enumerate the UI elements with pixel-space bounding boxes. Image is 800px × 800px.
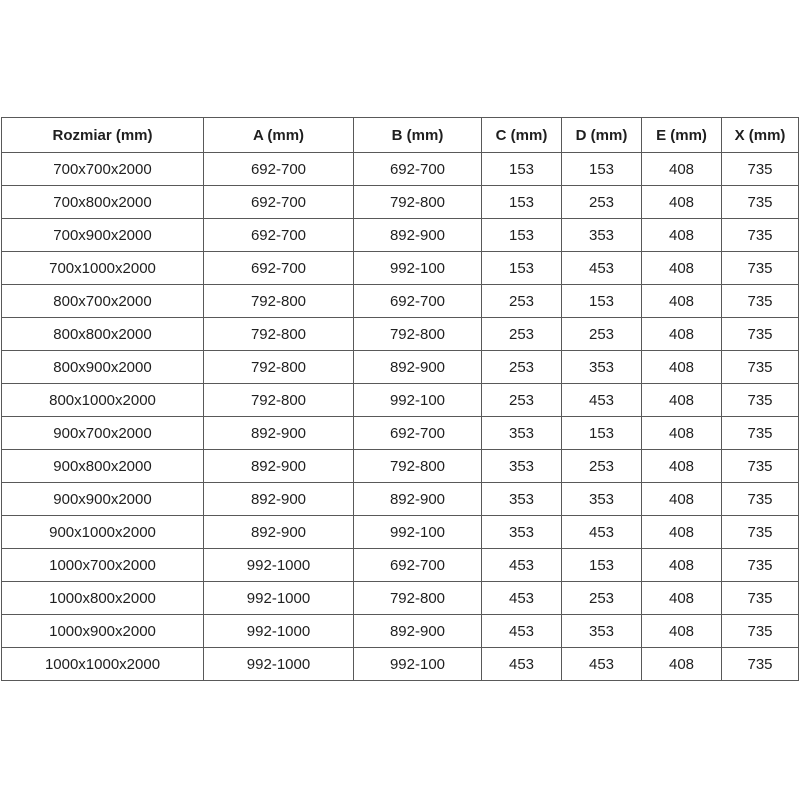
table-row (2, 615, 799, 648)
table-cell: 408 (642, 153, 722, 186)
table-cell: 408 (642, 384, 722, 417)
table-cell: 992-100 (354, 252, 482, 285)
table-cell: 992-1000 (204, 582, 354, 615)
table-cell: 453 (562, 516, 642, 549)
table-cell: 408 (642, 549, 722, 582)
table-row (2, 483, 799, 516)
table-cell: 992-100 (354, 648, 482, 681)
table-cell: 735 (722, 153, 799, 186)
table-cell: 453 (482, 648, 562, 681)
table-cell: 153 (562, 285, 642, 318)
table-cell: 408 (642, 252, 722, 285)
table-body (2, 153, 799, 681)
table-cell: 253 (482, 384, 562, 417)
table-cell: 900x800x2000 (2, 450, 204, 483)
table-cell: 792-800 (354, 318, 482, 351)
table-cell: 900x900x2000 (2, 483, 204, 516)
table-cell: 353 (562, 351, 642, 384)
table-cell: 735 (722, 450, 799, 483)
table-cell: 735 (722, 549, 799, 582)
table-cell: 800x800x2000 (2, 318, 204, 351)
table-cell: 253 (562, 450, 642, 483)
table-cell: 353 (482, 483, 562, 516)
table-row (2, 384, 799, 417)
table-cell: 453 (562, 384, 642, 417)
table-cell: 353 (562, 483, 642, 516)
table-cell: 900x1000x2000 (2, 516, 204, 549)
table-cell: 792-800 (204, 384, 354, 417)
table-row (2, 285, 799, 318)
table-cell: 735 (722, 186, 799, 219)
table-cell: 735 (722, 582, 799, 615)
table-cell: 692-700 (354, 417, 482, 450)
table-cell: 700x700x2000 (2, 153, 204, 186)
table-cell: 353 (482, 516, 562, 549)
table-cell: 353 (562, 615, 642, 648)
table-cell: 453 (562, 648, 642, 681)
table-cell: 792-800 (354, 450, 482, 483)
table-cell: 735 (722, 219, 799, 252)
column-header: C (mm) (482, 118, 562, 153)
table-row (2, 219, 799, 252)
column-header: E (mm) (642, 118, 722, 153)
table-cell: 892-900 (354, 615, 482, 648)
table-row (2, 252, 799, 285)
table-cell: 700x1000x2000 (2, 252, 204, 285)
table-cell: 153 (482, 252, 562, 285)
table-cell: 408 (642, 483, 722, 516)
table-cell: 353 (482, 417, 562, 450)
table-cell: 800x1000x2000 (2, 384, 204, 417)
table-cell: 408 (642, 648, 722, 681)
table-cell: 892-900 (354, 351, 482, 384)
table-row (2, 549, 799, 582)
table-cell: 792-800 (204, 351, 354, 384)
table-cell: 692-700 (204, 153, 354, 186)
table-cell: 892-900 (354, 219, 482, 252)
table-cell: 453 (562, 252, 642, 285)
table-row (2, 351, 799, 384)
table-cell: 253 (562, 582, 642, 615)
column-header: X (mm) (722, 118, 799, 153)
table-cell: 253 (482, 285, 562, 318)
table-cell: 700x800x2000 (2, 186, 204, 219)
table-cell: 408 (642, 318, 722, 351)
table-cell: 800x700x2000 (2, 285, 204, 318)
table-cell: 253 (482, 318, 562, 351)
table-cell: 800x900x2000 (2, 351, 204, 384)
table-cell: 1000x700x2000 (2, 549, 204, 582)
table-cell: 253 (562, 186, 642, 219)
table-cell: 735 (722, 252, 799, 285)
table-cell: 408 (642, 516, 722, 549)
table-cell: 735 (722, 516, 799, 549)
table-cell: 992-1000 (204, 549, 354, 582)
table-cell: 792-800 (204, 285, 354, 318)
table-cell: 1000x800x2000 (2, 582, 204, 615)
table-row (2, 417, 799, 450)
table-cell: 408 (642, 186, 722, 219)
table-cell: 792-800 (204, 318, 354, 351)
table-cell: 992-1000 (204, 615, 354, 648)
table-head (2, 118, 799, 153)
table-cell: 735 (722, 615, 799, 648)
table-cell: 153 (562, 417, 642, 450)
table-cell: 992-100 (354, 516, 482, 549)
table-header-row (2, 118, 799, 153)
table-cell: 792-800 (354, 186, 482, 219)
column-header: D (mm) (562, 118, 642, 153)
table-cell: 792-800 (354, 582, 482, 615)
dimensions-table (1, 117, 799, 681)
table-cell: 408 (642, 450, 722, 483)
table-cell: 892-900 (204, 516, 354, 549)
table-cell: 692-700 (204, 219, 354, 252)
table-cell: 892-900 (204, 417, 354, 450)
table-row (2, 648, 799, 681)
table-cell: 153 (482, 186, 562, 219)
table-cell: 735 (722, 648, 799, 681)
table-cell: 153 (562, 153, 642, 186)
table-cell: 453 (482, 582, 562, 615)
table-cell: 692-700 (354, 285, 482, 318)
table-cell: 735 (722, 285, 799, 318)
table-cell: 408 (642, 285, 722, 318)
table-cell: 692-700 (204, 186, 354, 219)
column-header: A (mm) (204, 118, 354, 153)
table-cell: 408 (642, 417, 722, 450)
table-cell: 453 (482, 549, 562, 582)
table-cell: 253 (562, 318, 642, 351)
column-header: B (mm) (354, 118, 482, 153)
table-cell: 453 (482, 615, 562, 648)
table-cell: 892-900 (204, 483, 354, 516)
table-cell: 692-700 (204, 252, 354, 285)
table-cell: 892-900 (204, 450, 354, 483)
table-row (2, 516, 799, 549)
table-cell: 153 (562, 549, 642, 582)
table-cell: 735 (722, 318, 799, 351)
table-row (2, 582, 799, 615)
table-row (2, 186, 799, 219)
table-cell: 153 (482, 219, 562, 252)
table-row (2, 318, 799, 351)
table-cell: 1000x1000x2000 (2, 648, 204, 681)
table-cell: 692-700 (354, 153, 482, 186)
table-row (2, 153, 799, 186)
table-cell: 153 (482, 153, 562, 186)
table-cell: 992-1000 (204, 648, 354, 681)
table-cell: 408 (642, 582, 722, 615)
table-cell: 900x700x2000 (2, 417, 204, 450)
table-cell: 253 (482, 351, 562, 384)
column-header: Rozmiar (mm) (2, 118, 204, 153)
table-cell: 735 (722, 483, 799, 516)
table-cell: 700x900x2000 (2, 219, 204, 252)
table-cell: 892-900 (354, 483, 482, 516)
table-cell: 735 (722, 351, 799, 384)
table-cell: 353 (562, 219, 642, 252)
table-cell: 735 (722, 417, 799, 450)
table-cell: 353 (482, 450, 562, 483)
table-cell: 408 (642, 219, 722, 252)
table-cell: 992-100 (354, 384, 482, 417)
table-row (2, 450, 799, 483)
table-cell: 408 (642, 615, 722, 648)
table-cell: 692-700 (354, 549, 482, 582)
table-cell: 1000x900x2000 (2, 615, 204, 648)
table-cell: 735 (722, 384, 799, 417)
table-cell: 408 (642, 351, 722, 384)
